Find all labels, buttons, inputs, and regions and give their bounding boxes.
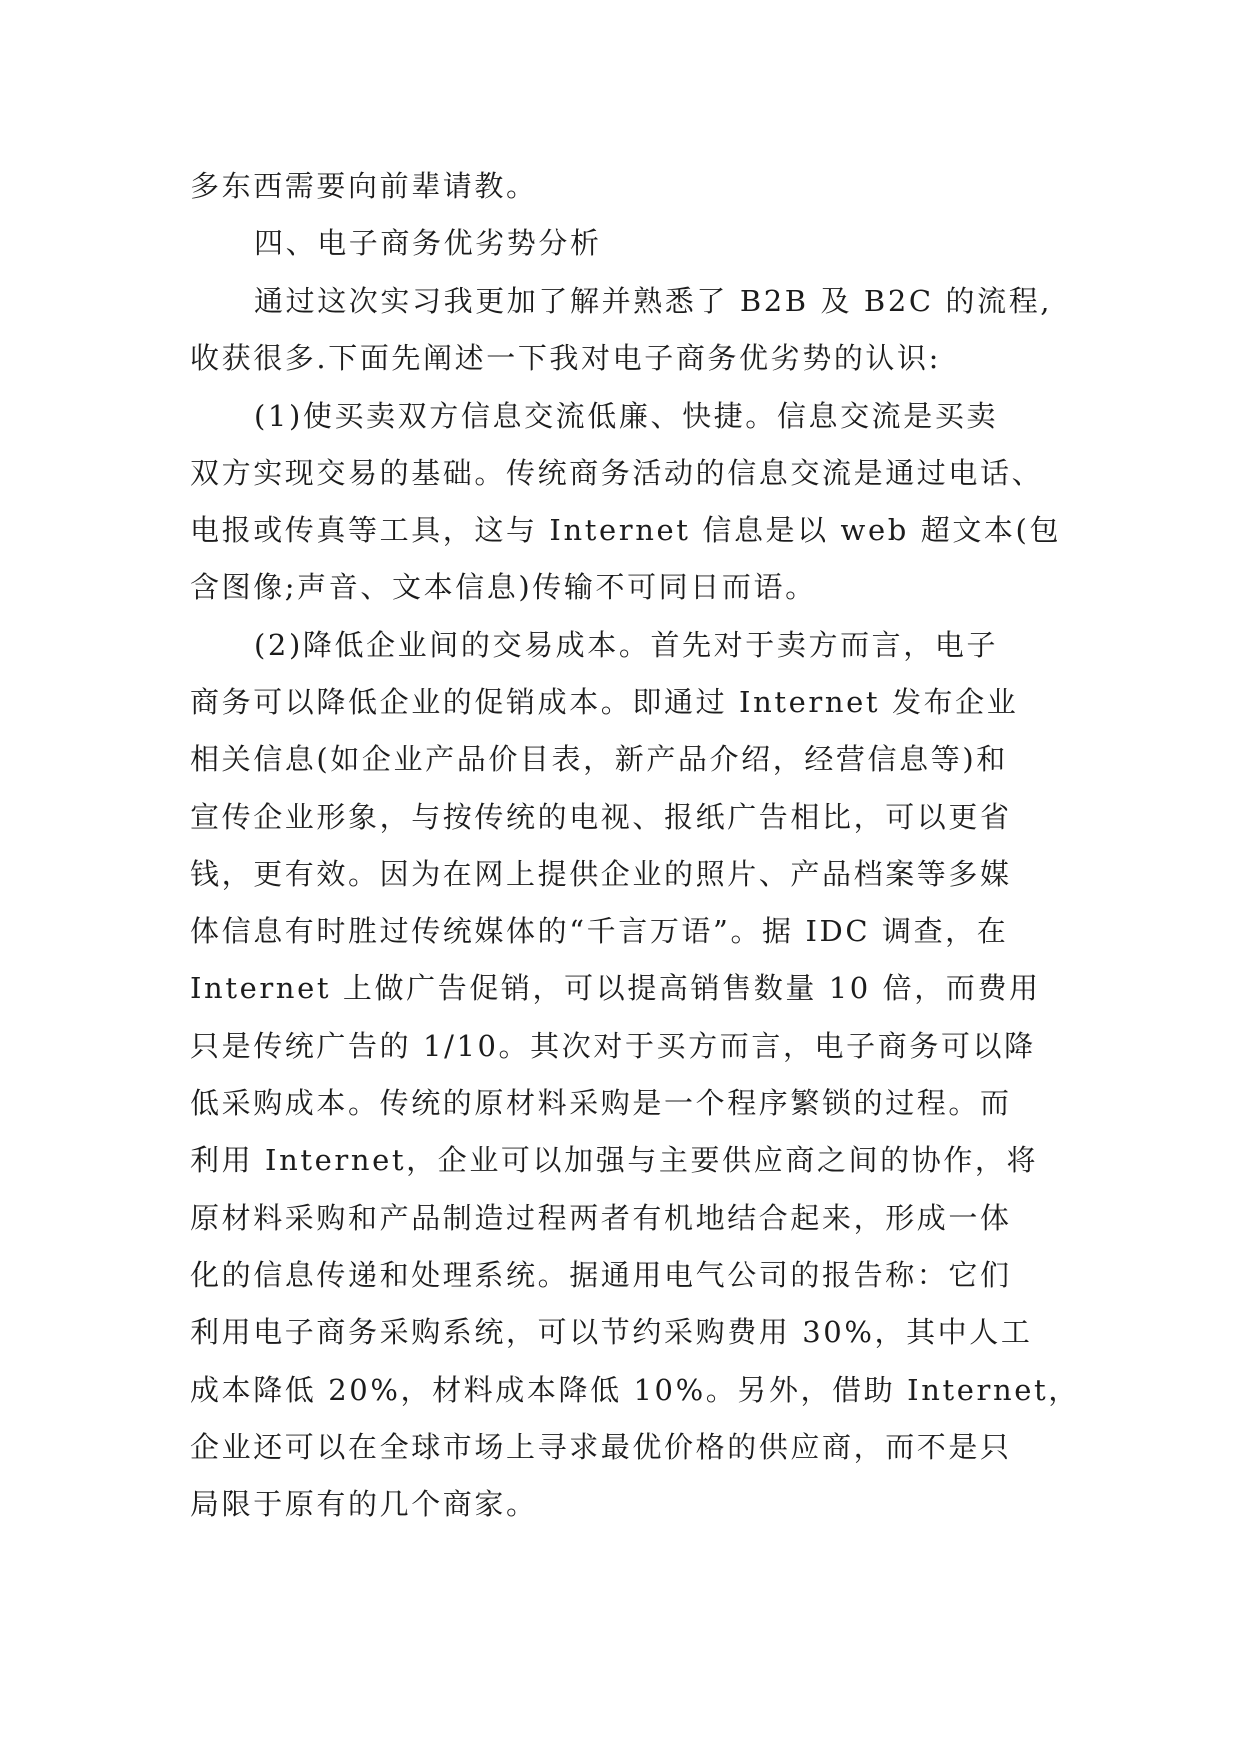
paragraph-line: 收获很多.下面先阐述一下我对电子商务优劣势的认识: bbox=[190, 341, 941, 375]
paragraph-line: 含图像;声音、文本信息)传输不可同日而语。 bbox=[190, 570, 817, 604]
paragraph-line: 只是传统广告的 1/10。其次对于买方而言，电子商务可以降 bbox=[190, 1029, 1036, 1063]
paragraph-line: 化的信息传递和处理系统。据通用电气公司的报告称：它们 bbox=[190, 1258, 1012, 1292]
paragraph-line: 企业还可以在全球市场上寻求最优价格的供应商，而不是只 bbox=[190, 1430, 1012, 1464]
section-heading: 四、电子商务优劣势分析 bbox=[254, 226, 602, 260]
paragraph-line: 体信息有时胜过传统媒体的“千言万语”。据 IDC 调查，在 bbox=[190, 914, 1009, 948]
paragraph-line: 低采购成本。传统的原材料采购是一个程序繁锁的过程。而 bbox=[190, 1086, 1012, 1120]
paragraph-line: 多东西需要向前辈请教。 bbox=[190, 169, 538, 203]
paragraph-line: 双方实现交易的基础。传统商务活动的信息交流是通过电话、 bbox=[190, 456, 1044, 490]
paragraph-line: 局限于原有的几个商家。 bbox=[190, 1487, 538, 1521]
paragraph-line: Internet 上做广告促销，可以提高销售数量 10 倍，而费用 bbox=[190, 971, 1041, 1005]
paragraph-line: 利用 Internet，企业可以加强与主要供应商之间的协作，将 bbox=[190, 1143, 1039, 1177]
paragraph-line: (2)降低企业间的交易成本。首先对于卖方而言，电子 bbox=[254, 628, 999, 662]
paragraph-line: 钱，更有效。因为在网上提供企业的照片、产品档案等多媒 bbox=[190, 857, 1012, 891]
paragraph-line: 原材料采购和产品制造过程两者有机地结合起来，形成一体 bbox=[190, 1201, 1012, 1235]
paragraph-line: 相关信息(如企业产品价目表，新产品介绍，经营信息等)和 bbox=[190, 742, 1008, 776]
paragraph-line: 通过这次实习我更加了解并熟悉了 B2B 及 B2C 的流程, bbox=[254, 284, 1053, 318]
paragraph-line: 电报或传真等工具，这与 Internet 信息是以 web 超文本(包 bbox=[190, 513, 1062, 547]
paragraph-line: 利用电子商务采购系统，可以节约采购费用 30%，其中人工 bbox=[190, 1315, 1033, 1349]
paragraph-line: 宣传企业形象，与按传统的电视、报纸广告相比，可以更省 bbox=[190, 800, 1012, 834]
paragraph-line: 成本降低 20%，材料成本降低 10%。另外，借助 Internet， bbox=[190, 1373, 1080, 1407]
paragraph-line: (1)使买卖双方信息交流低廉、快捷。信息交流是买卖 bbox=[254, 399, 999, 433]
paragraph-line: 商务可以降低企业的促销成本。即通过 Internet 发布企业 bbox=[190, 685, 1019, 719]
